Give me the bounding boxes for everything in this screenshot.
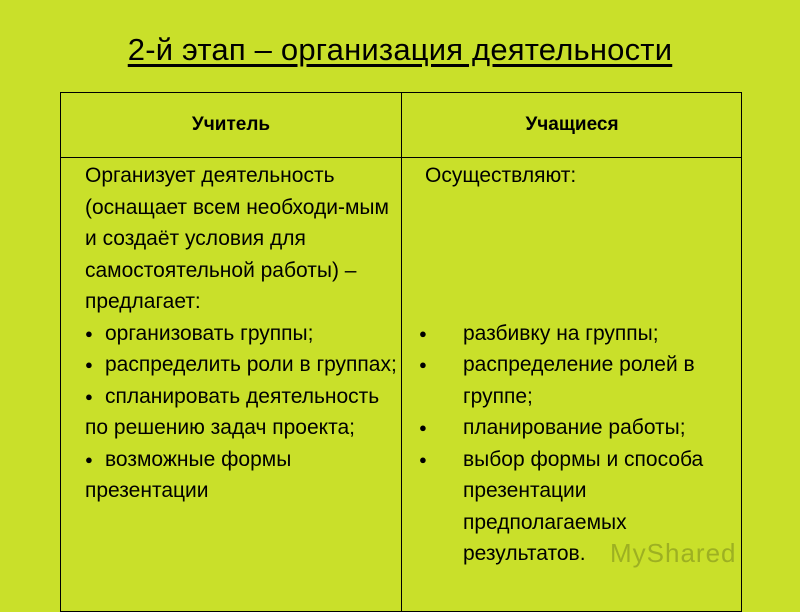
header-teacher: Учитель — [191, 114, 271, 135]
bullet-icon: ● — [419, 357, 427, 372]
page-title: 2-й этап – организация деятельности — [127, 32, 673, 67]
comparison-table — [60, 92, 742, 612]
bullet-icon: ● — [419, 325, 427, 341]
students-item: ● разбивку на группы; — [447, 318, 743, 350]
teacher-item: ● распределить роли в группах; — [85, 349, 397, 381]
bullet-icon: ● — [85, 451, 93, 467]
bullet-icon: ● — [85, 357, 93, 372]
students-item: ● планирование работы; — [447, 412, 743, 444]
bullet-icon: ● — [85, 325, 93, 341]
students-item: ● выбор формы и способа презентации предполагаемых результатов. — [447, 444, 743, 570]
bullet-icon: ● — [419, 420, 427, 435]
bullet-icon: ● — [419, 451, 427, 467]
header-divider — [61, 157, 741, 158]
watermark-logo: MyShared — [610, 538, 737, 568]
teacher-column — [85, 160, 397, 507]
teacher-description: Организует деятельность (оснащает всем необходи-мым и создаёт условия для самостоятельной работы) – предлагает: — [85, 164, 389, 313]
header-students: Учащиеся — [525, 114, 619, 135]
column-divider — [401, 93, 402, 611]
students-description: Осуществляют: — [425, 164, 577, 187]
bullet-icon: ● — [85, 388, 93, 404]
students-item: ● распределение ролей в группе; — [447, 349, 743, 412]
teacher-item: ● организовать группы; — [85, 318, 397, 350]
teacher-item: ● возможные формы презентации — [85, 444, 397, 507]
teacher-item: ● спланировать деятельность по решению задач проекта; — [85, 381, 397, 444]
students-column — [419, 160, 743, 570]
